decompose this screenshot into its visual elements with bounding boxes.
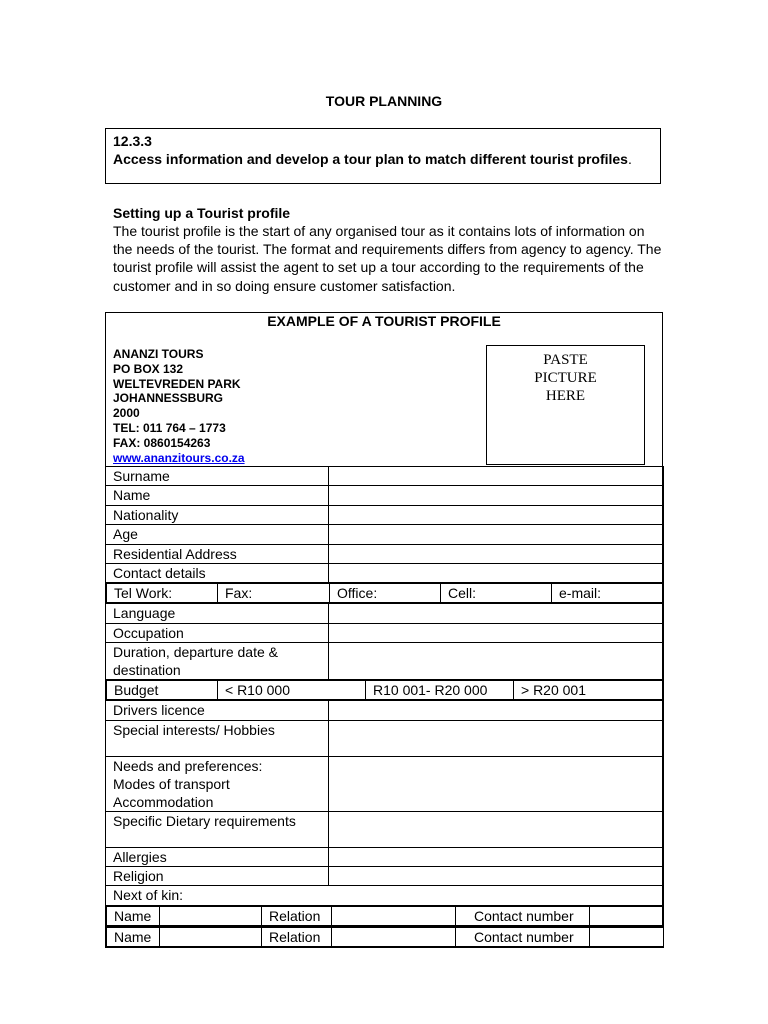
table-row [106, 643, 664, 680]
needs-preferences-label: Needs and preferences: [113, 757, 263, 774]
photo-placeholder [486, 345, 645, 465]
field-value-dietary[interactable] [329, 811, 664, 847]
agency-name: ANANZI TOURS [113, 347, 204, 361]
kin-1-name-label: Name [107, 906, 160, 925]
agency-website-link[interactable]: www.ananzitours.co.za [113, 450, 245, 465]
accommodation-label: Accommodation [113, 793, 214, 810]
kin-1-contact-value[interactable] [590, 906, 664, 925]
field-value-residential-address[interactable] [329, 544, 664, 563]
table-row [106, 847, 664, 866]
budget-option-high[interactable]: > R20 001 [514, 681, 664, 700]
table-row [106, 467, 664, 486]
table-row [106, 886, 664, 905]
kin-2-relation-label: Relation [262, 927, 332, 946]
photo-label-line3: HERE [545, 388, 586, 404]
kin-1-name-value[interactable] [160, 906, 262, 925]
field-value-needs-preferences[interactable] [329, 756, 664, 811]
unit-number: 12.3.3 [113, 133, 152, 149]
table-row [106, 563, 664, 582]
kin-2-contact-value[interactable] [590, 927, 664, 946]
field-label-email[interactable]: e-mail: [552, 584, 664, 603]
profile-title: EXAMPLE OF A TOURIST PROFILE [267, 313, 501, 329]
budget-option-low[interactable]: < R10 000 [218, 681, 366, 700]
photo-label-line1: PASTE [543, 352, 588, 368]
field-label-special-interests: Special interests/ Hobbies [106, 720, 329, 756]
field-label-needs-preferences [106, 756, 329, 811]
agency-city: JOHANNESSBURG [113, 391, 224, 406]
field-label-nationality: Nationality [106, 505, 329, 524]
profile-table [105, 466, 664, 948]
unit-outcome-box [105, 128, 661, 184]
field-label-name: Name [106, 486, 329, 505]
modes-transport-label: Modes of transport [113, 775, 230, 792]
table-row [106, 583, 664, 604]
table-row [106, 505, 664, 524]
agency-details [113, 347, 245, 465]
field-value-contact-details[interactable] [329, 563, 664, 582]
field-value-language[interactable] [329, 604, 664, 623]
field-label-drivers-licence: Drivers licence [106, 701, 329, 720]
field-value-name[interactable] [329, 486, 664, 505]
field-value-surname[interactable] [329, 467, 664, 486]
field-value-age[interactable] [329, 525, 664, 544]
kin-2-name-label: Name [107, 927, 160, 946]
unit-outcome: Access information and develop a tour plan to match different tourist profiles. [113, 151, 632, 167]
table-row [106, 680, 664, 701]
field-label-surname: Surname [106, 467, 329, 486]
section-heading: Setting up a Tourist profile [113, 205, 291, 221]
photo-label-line2: PICTURE [534, 370, 597, 386]
kin-row-1 [106, 905, 664, 926]
table-row [106, 811, 664, 847]
agency-po-box: PO BOX 132 [113, 361, 184, 376]
field-label-office[interactable]: Office: [330, 584, 441, 603]
kin-1-contact-label: Contact number [456, 906, 590, 925]
field-label-religion: Religion [106, 866, 329, 885]
table-row [106, 756, 664, 811]
budget-option-mid[interactable]: R10 001- R20 000 [366, 681, 514, 700]
agency-postal-code: 2000 [113, 406, 140, 421]
field-value-occupation[interactable] [329, 623, 664, 642]
field-label-occupation: Occupation [106, 623, 329, 642]
field-value-drivers-licence[interactable] [329, 701, 664, 720]
kin-2-relation-value[interactable] [332, 927, 456, 946]
tourist-profile-form [105, 312, 663, 945]
field-value-special-interests[interactable] [329, 720, 664, 756]
table-row [106, 701, 664, 720]
field-label-language: Language [106, 604, 329, 623]
field-value-allergies[interactable] [329, 847, 664, 866]
field-label-age: Age [106, 525, 329, 544]
field-label-duration: Duration, departure date & destination [106, 643, 329, 680]
document-title: TOUR PLANNING [325, 93, 443, 109]
kin-row-2 [106, 926, 664, 947]
table-row [106, 486, 664, 505]
table-row [106, 720, 664, 756]
field-label-contact-details: Contact details [106, 563, 329, 582]
budget-row [106, 680, 664, 701]
field-value-religion[interactable] [329, 866, 664, 885]
agency-suburb: WELTEVREDEN PARK [113, 376, 241, 391]
agency-fax: FAX: 0860154263 [113, 435, 211, 450]
table-row [106, 926, 664, 947]
agency-tel: TEL: 011 764 – 1773 [113, 420, 226, 435]
table-row [106, 623, 664, 642]
field-label-dietary: Specific Dietary requirements [106, 811, 329, 847]
table-row [106, 866, 664, 885]
table-row [106, 525, 664, 544]
contact-numbers-row [106, 583, 664, 604]
intro-paragraph: The tourist profile is the start of any organised tour as it contains lots of information on the needs of the tourist. The format and requirements differs from agency to agency. The tourist profile will assist the agent to set up a tour according to the requirements of the customer and in so doing ensure customer satisfaction. [113, 223, 662, 294]
kin-1-relation-label: Relation [262, 906, 332, 925]
field-label-next-of-kin: Next of kin: [106, 886, 664, 905]
table-row [106, 604, 664, 623]
kin-2-contact-label: Contact number [456, 927, 590, 946]
field-label-allergies: Allergies [106, 847, 329, 866]
field-label-tel-work[interactable]: Tel Work: [107, 584, 218, 603]
field-value-nationality[interactable] [329, 505, 664, 524]
kin-2-name-value[interactable] [160, 927, 262, 946]
field-label-fax[interactable]: Fax: [218, 584, 330, 603]
field-label-cell[interactable]: Cell: [441, 584, 552, 603]
field-label-budget: Budget [107, 681, 218, 700]
table-row [106, 905, 664, 926]
table-row [106, 544, 664, 563]
field-label-residential-address: Residential Address [106, 544, 329, 563]
field-value-duration[interactable] [329, 643, 664, 680]
kin-1-relation-value[interactable] [332, 906, 456, 925]
